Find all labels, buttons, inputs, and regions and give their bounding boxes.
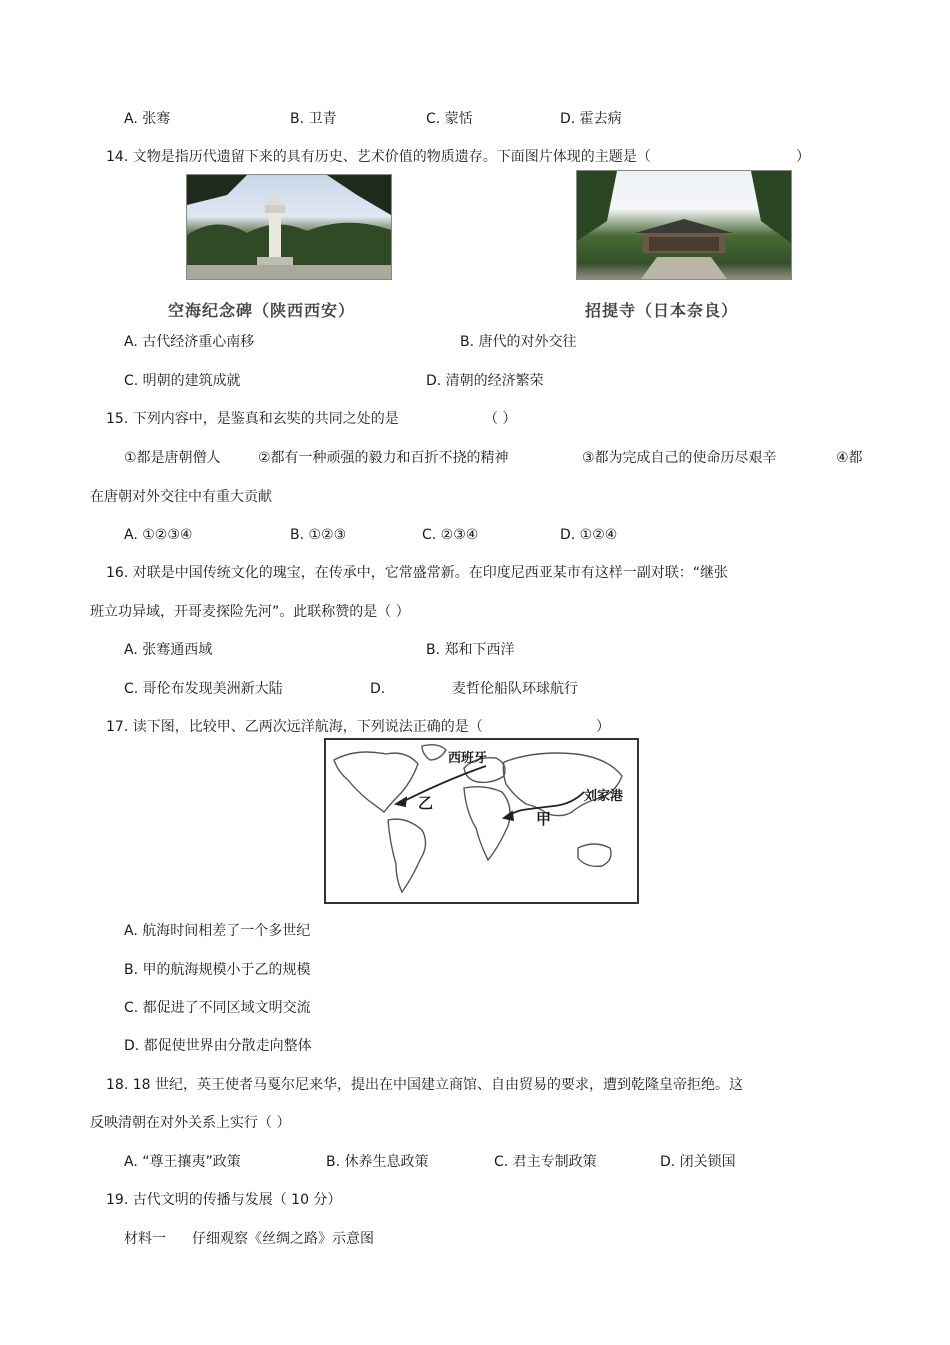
q15-option-d: D. ①②④: [560, 527, 618, 543]
voyage-jia-arrow: [504, 812, 513, 820]
q13-option-d: D. 霍去病: [560, 111, 622, 127]
q16-option-d: 麦哲伦船队环球航行: [452, 681, 578, 697]
q19-material-text: 仔细观察《丝绸之路》示意图: [192, 1231, 374, 1247]
q14-stem: 14. 文物是指历代遗留下来的具有历史、艺术价值的物质遗存。下面图片体现的主题是（: [106, 149, 651, 165]
q16-option-c: C. 哥伦布发现美洲新大陆: [124, 681, 283, 697]
map-label-yi: 乙: [418, 794, 434, 812]
q18-option-b: B. 休养生息政策: [326, 1154, 429, 1170]
q14-option-b: B. 唐代的对外交往: [460, 334, 577, 350]
q15-option-c: C. ②③④: [422, 527, 479, 543]
q19-stem: 19. 古代文明的传播与发展（ 10 分）: [106, 1192, 342, 1208]
q15-option-b: B. ①②③: [290, 527, 347, 543]
south-america-outline: [388, 819, 426, 892]
q18-option-c: C. 君主专制政策: [494, 1154, 597, 1170]
q17-option-a: A. 航海时间相差了一个多世纪: [124, 923, 311, 939]
q14-option-d: D. 清朝的经济繁荣: [426, 373, 544, 389]
kukai-monument-photo: [186, 174, 392, 280]
q14-caption-left: 空海纪念碑（陕西西安）: [168, 301, 356, 320]
q14-option-c: C. 明朝的建筑成就: [124, 373, 241, 389]
greenland-outline: [422, 745, 446, 760]
toshodaiji-temple-photo: [576, 170, 792, 280]
voyage-yi-arrow: [396, 798, 406, 806]
q18-stem-line2: 反映清朝在对外关系上实行（ ）: [90, 1115, 291, 1131]
q13-option-a: A. 张骞: [124, 111, 171, 127]
voyage-world-map: [324, 738, 639, 904]
q18-option-d: D. 闭关锁国: [660, 1154, 736, 1170]
q17-option-b: B. 甲的航海规模小于乙的规模: [124, 962, 311, 978]
asia-outline: [503, 753, 622, 816]
q16-option-a: A. 张骞通西域: [124, 642, 213, 658]
q15-statement-2: ②都有一种顽强的毅力和百折不挠的精神: [258, 450, 509, 466]
map-label-liujia: 刘家港: [584, 789, 624, 804]
q14-option-a: A. 古代经济重心南移: [124, 334, 255, 350]
q15-stem: 15. 下列内容中，是鉴真和玄奘的共同之处的是: [106, 411, 399, 427]
q15-answer-paren: （ ）: [484, 411, 517, 427]
q17-stem: 17. 读下图，比较甲、乙两次远洋航海，下列说法正确的是（: [106, 719, 483, 735]
q17-close-paren: ）: [596, 719, 610, 735]
q17-option-c: C. 都促进了不同区域文明交流: [124, 1000, 311, 1016]
q13-option-b: B. 卫青: [290, 111, 337, 127]
q16-option-d-letter: D.: [370, 681, 386, 697]
q19-material-label: 材料一: [124, 1231, 166, 1247]
q13-option-c: C. 蒙恬: [426, 111, 473, 127]
q16-stem-line1: 16. 对联是中国传统文化的瑰宝，在传承中，它常盛常新。在印度尼西亚某市有这样一副对联：“继张: [106, 565, 728, 581]
q17-option-d: D. 都促使世界由分散走向整体: [124, 1038, 312, 1054]
q14-close-paren: ）: [796, 149, 810, 165]
q15-option-a: A. ①②③④: [124, 527, 193, 543]
australia-outline: [578, 844, 611, 866]
q18-option-a: A. “尊王攘夷”政策: [124, 1154, 241, 1170]
q15-statement-4: ④都: [836, 450, 863, 466]
q16-stem-line2: 班立功异域，开哥麦探险先河”。此联称赞的是（ ）: [90, 604, 410, 620]
q15-statement-3: ③都为完成自己的使命历尽艰辛: [582, 450, 777, 466]
q14-caption-right: 招提寺（日本奈良）: [585, 301, 739, 320]
q15-statement-1: ①都是唐朝僧人: [124, 450, 221, 466]
africa-outline: [464, 787, 510, 860]
q18-stem-line1: 18. 18 世纪，英王使者马戛尔尼来华，提出在中国建立商馆、自由贸易的要求，遭到乾隆皇帝拒绝。这: [106, 1077, 743, 1093]
q16-option-b: B. 郑和下西洋: [426, 642, 515, 658]
map-label-jia: 甲: [536, 810, 552, 828]
map-label-spain: 西班牙: [448, 751, 488, 766]
q15-statement-4-cont: 在唐朝对外交往中有重大贡献: [90, 489, 272, 505]
